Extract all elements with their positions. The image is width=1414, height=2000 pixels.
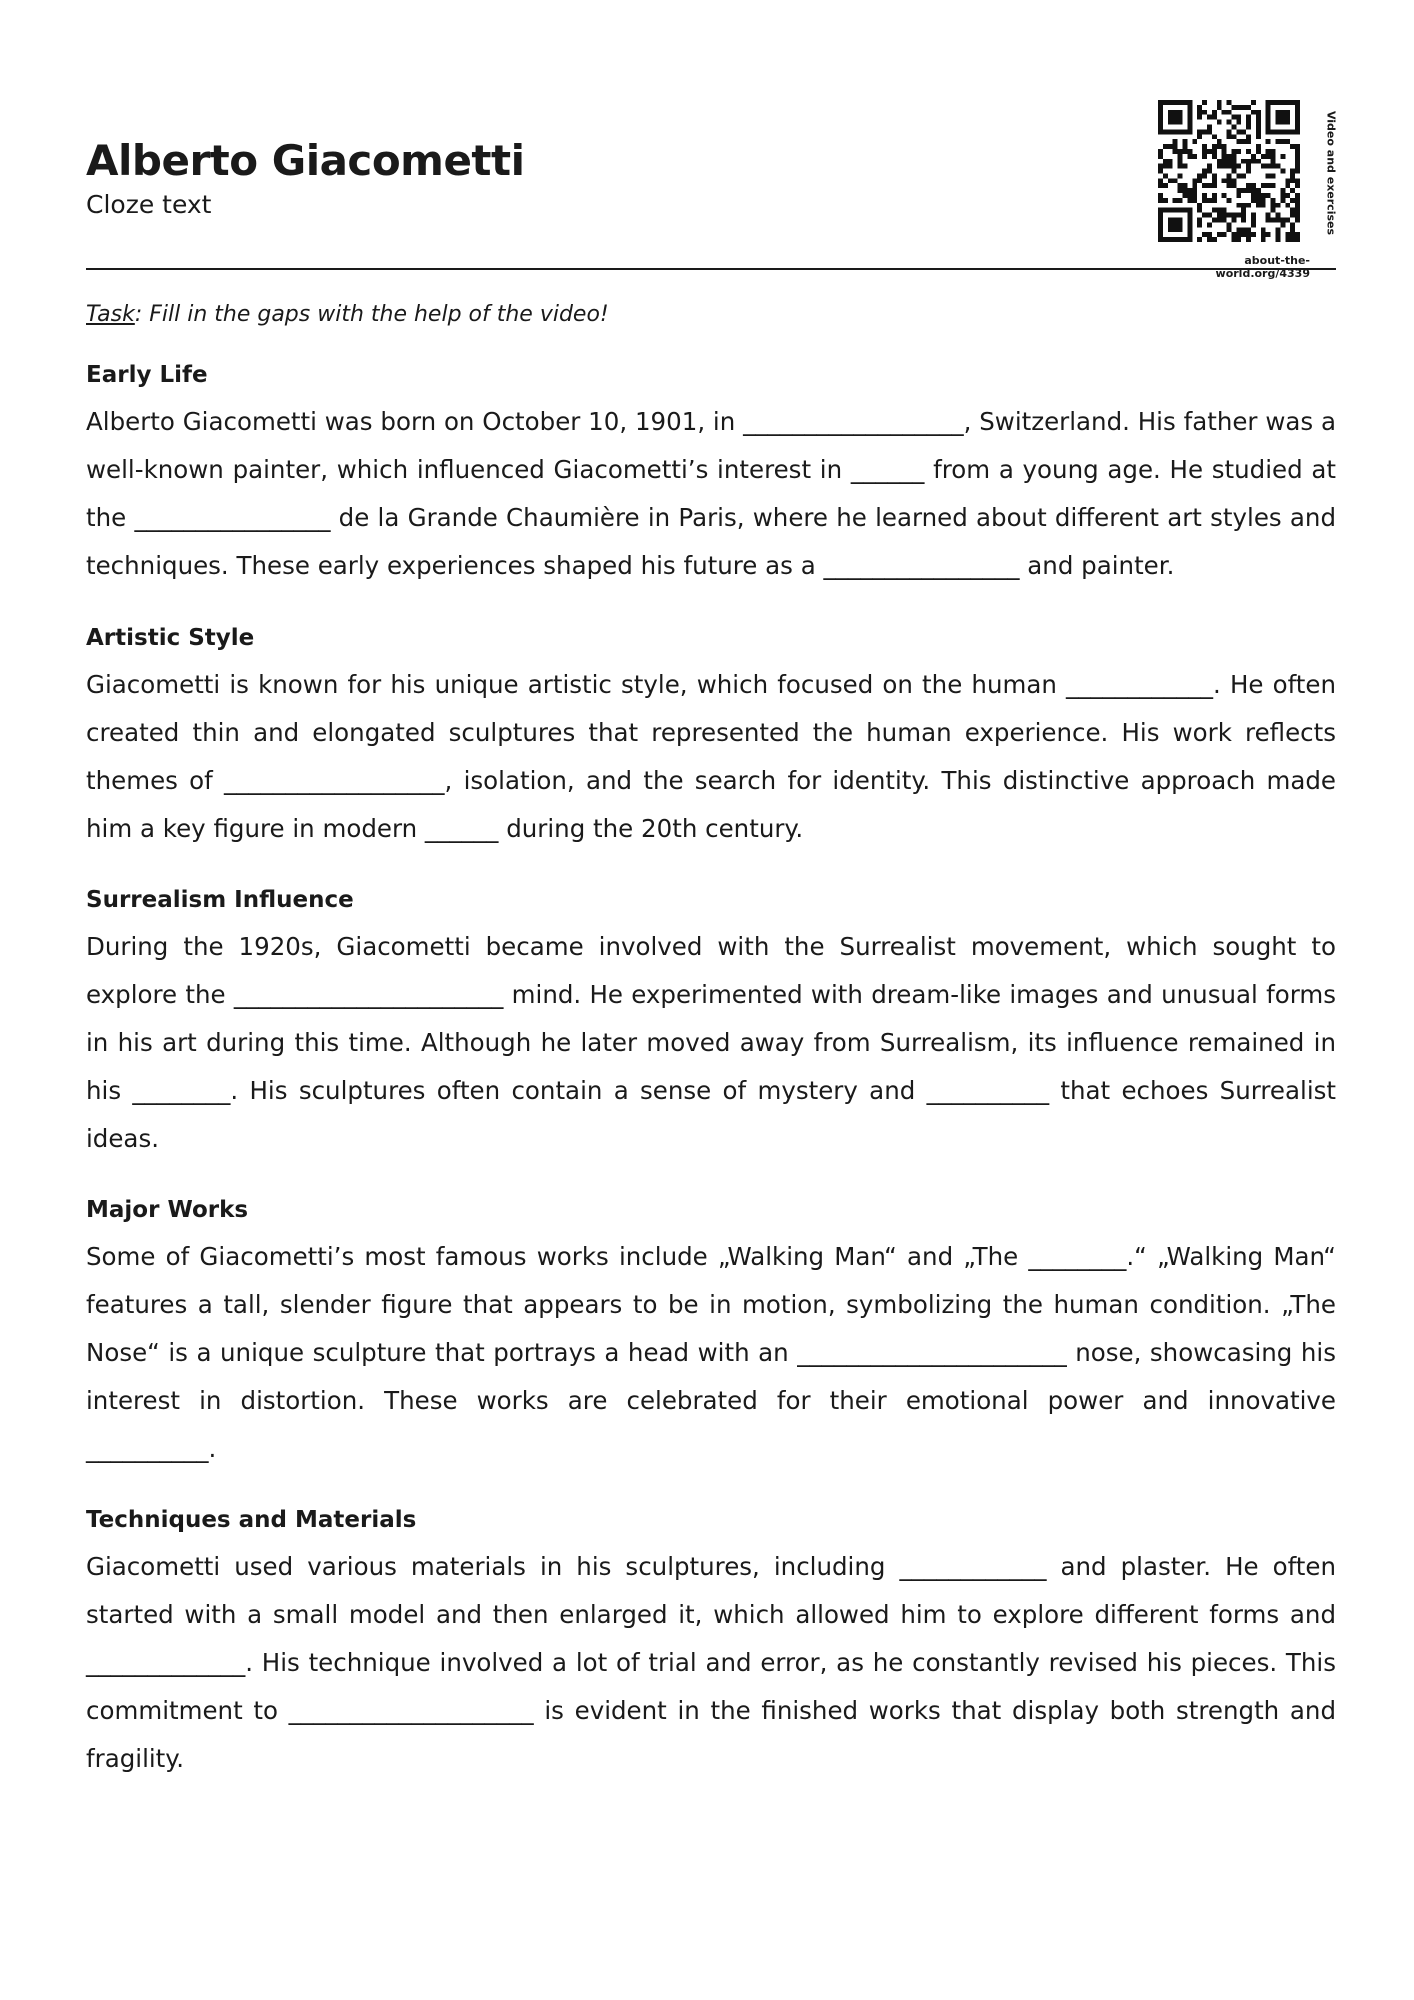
section-text-techniques-materials: Giacometti used various materials in his sculptures, including ____________ and plaster. He often started with a small model and then enlarged it, which allowed him to explore different forms and _____________. His technique involved a lot of trial and error, as he constantly revised his pieces. This commitment to ____________________ is evident in the finished works that display both strength and fragility.	[86, 1552, 1336, 1773]
page-title: Alberto Giacometti	[86, 136, 525, 185]
section-heading-techniques-materials: Techniques and Materials	[86, 1507, 417, 1533]
qr-code[interactable]	[1158, 100, 1300, 242]
header-divider	[86, 268, 1336, 270]
section-heading-artistic-style: Artistic Style	[86, 625, 255, 651]
qr-url[interactable]: about-the-world.org/4339	[1215, 254, 1310, 280]
section-text-surrealism-influence: During the 1920s, Giacometti became involved with the Surrealist movement, which sought to explore the ______________________ mind. He experimented with dream-like images and unusual forms in his art during this time. Although he later moved away from Surrealism, its influence remained in his ________. His sculptures often contain a sense of mystery and __________ that echoes Surrealist ideas.	[86, 932, 1336, 1153]
section-text-artistic-style: Giacometti is known for his unique artistic style, which focused on the human ____________. He often created thin and elongated sculptures that represented the human experience. His work reflects themes of __________________, isolation, and the search for identity. This distinctive approach made him a key figure in modern ______ during the 20th century.	[86, 670, 1336, 843]
task-text: : Fill in the gaps with the help of the video!	[134, 302, 609, 327]
section-heading-major-works: Major Works	[86, 1197, 249, 1223]
worksheet-page	[86, 0, 1336, 2000]
task-label: Task	[86, 302, 135, 327]
page-subtitle: Cloze text	[86, 190, 212, 219]
task-instruction	[86, 302, 609, 327]
section-heading-surrealism-influence: Surrealism Influence	[86, 887, 354, 913]
qr-side-label	[1316, 108, 1346, 238]
section-heading-early-life: Early Life	[86, 362, 208, 388]
section-text-early-life: Alberto Giacometti was born on October 10, 1901, in __________________, Switzerland. His father was a well-known painter, which influenced Giacometti’s interest in ______ from a young age. He studied at the ________________ de la Grande Chaumière in Paris, where he learned about different art styles and techniques. These early experiences shaped his future as a ________________ and painter.	[86, 407, 1336, 580]
section-text-major-works: Some of Giacometti’s most famous works include „Walking Man“ and „The ________.“ „Walking Man“ features a tall, slender figure that appears to be in motion, symbolizing the human condition. „The Nose“ is a unique sculpture that portrays a head with an ______________________ nose, showcasing his interest in distortion. These works are celebrated for their emotional power and innovative __________.	[86, 1242, 1336, 1463]
qr-side-text: Video and exercises	[1324, 110, 1338, 236]
